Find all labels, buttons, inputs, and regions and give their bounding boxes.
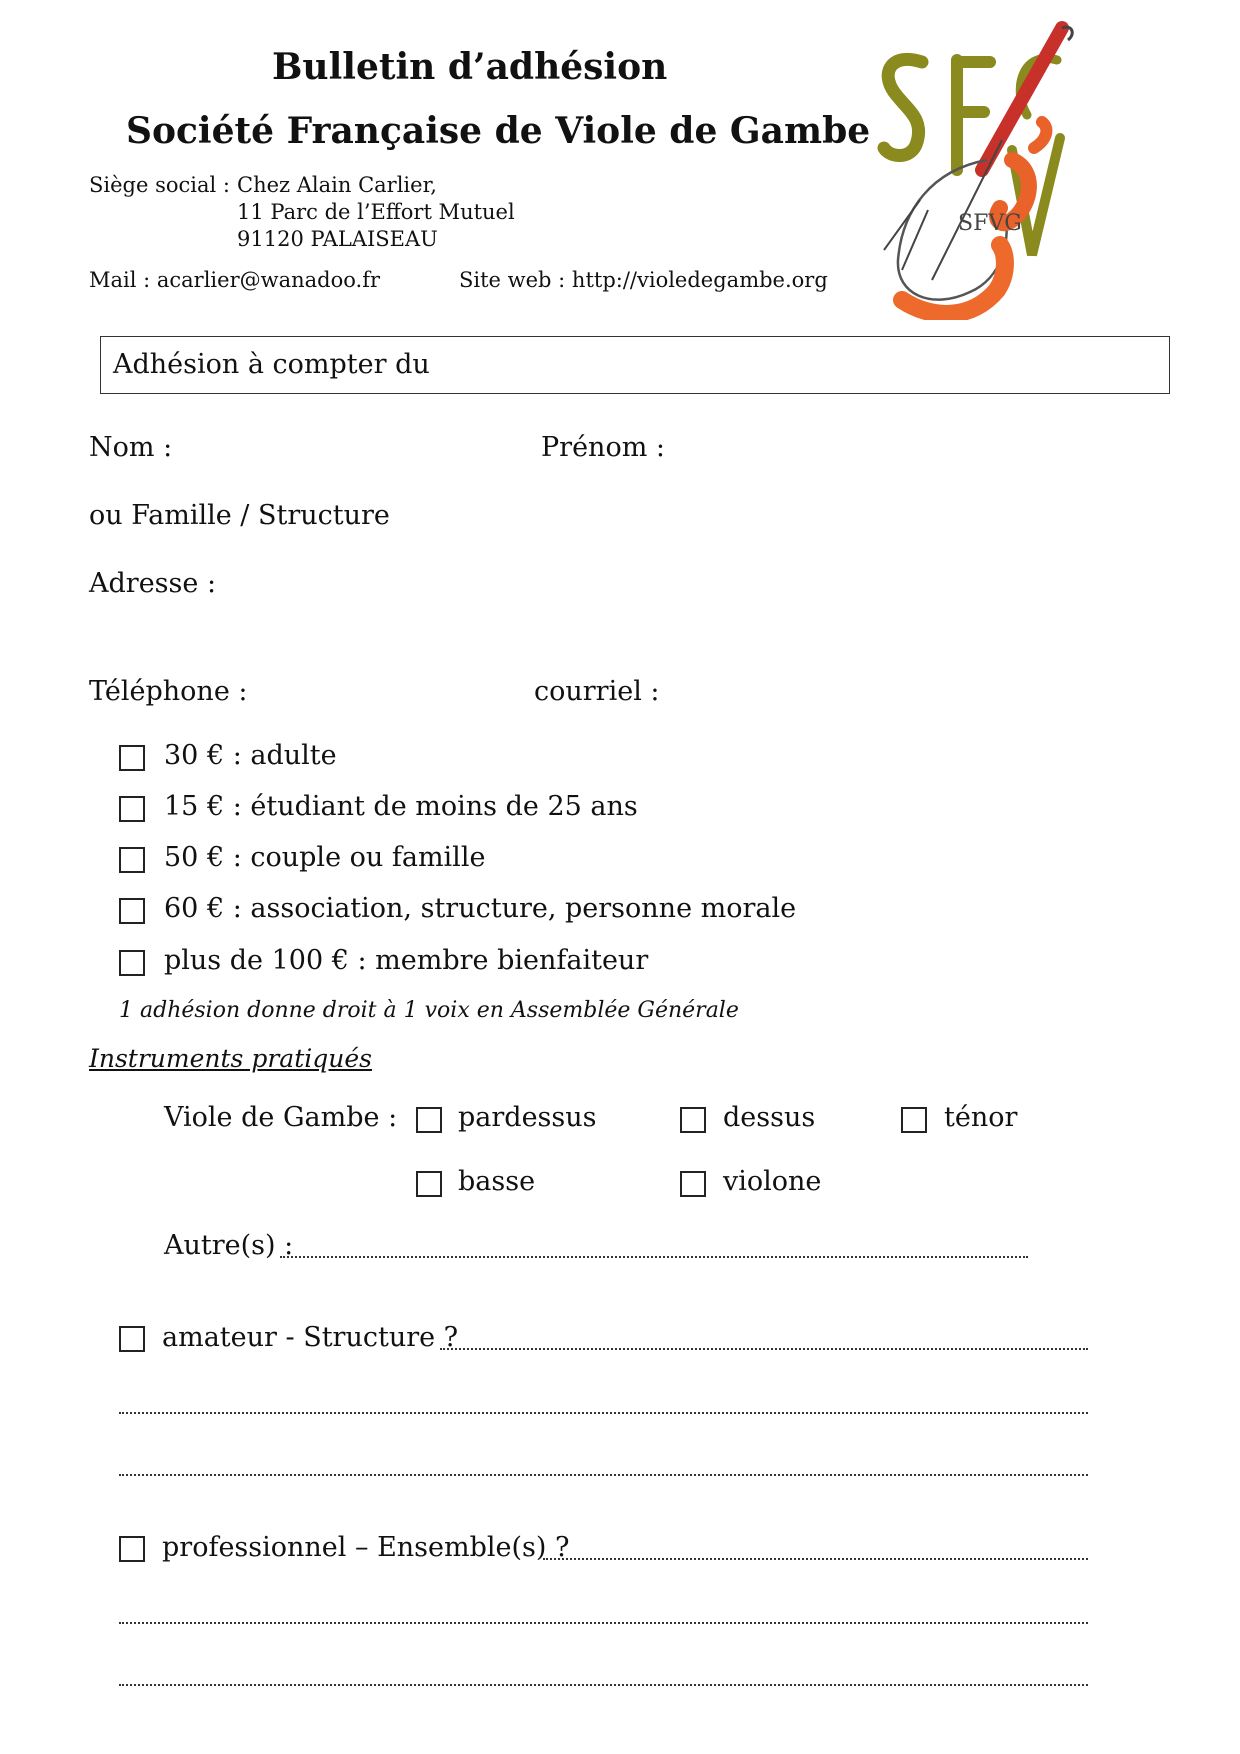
fee-option-couple: 50 € : couple ou famille (164, 842, 486, 873)
option-violone: violone (723, 1166, 822, 1197)
instruments-heading: Instruments pratiqués (89, 1044, 372, 1073)
option-tenor: ténor (944, 1102, 1018, 1133)
checkbox-dessus[interactable] (680, 1107, 706, 1133)
fee-note: 1 adhésion donne droit à 1 voix en Assemblée Générale (119, 998, 739, 1023)
prenom-label: Prénom : (541, 432, 665, 463)
option-basse: basse (458, 1166, 536, 1197)
form-title: Bulletin d’adhésion (272, 46, 668, 88)
society-name: Société Française de Viole de Gambe (126, 110, 871, 152)
professionnel-line-1[interactable] (543, 1558, 1088, 1560)
address-line-1: Chez Alain Carlier, (237, 173, 437, 197)
checkbox-amateur[interactable] (119, 1326, 145, 1352)
checkbox-basse[interactable] (416, 1171, 442, 1197)
fee-checkbox-bienfaiteur[interactable] (119, 950, 145, 976)
fee-option-association: 60 € : association, structure, personne morale (164, 893, 797, 924)
logo-text: SFVG (958, 211, 1022, 236)
professionnel-line-3[interactable] (119, 1684, 1088, 1686)
checkbox-tenor[interactable] (901, 1107, 927, 1133)
courriel-label: courriel : (534, 676, 660, 707)
membership-start-box[interactable] (100, 336, 1170, 394)
fee-option-adulte: 30 € : adulte (164, 740, 337, 771)
checkbox-violone[interactable] (680, 1171, 706, 1197)
amateur-line-3[interactable] (119, 1474, 1088, 1476)
siege-label: Siège social : (89, 173, 230, 197)
amateur-line-2[interactable] (119, 1412, 1088, 1414)
fee-option-bienfaiteur: plus de 100 € : membre bienfaiteur (164, 945, 649, 976)
amateur-structure-label: amateur - Structure ? (162, 1322, 459, 1353)
membership-start-label: Adhésion à compter du (113, 349, 430, 380)
checkbox-professionnel[interactable] (119, 1536, 145, 1562)
contact-website: Site web : http://violedegambe.org (459, 268, 828, 292)
nom-label: Nom : (89, 432, 173, 463)
fee-checkbox-etudiant[interactable] (119, 796, 145, 822)
professionnel-ensemble-label: professionnel – Ensemble(s) ? (162, 1532, 570, 1563)
viole-de-gambe-label: Viole de Gambe : (164, 1102, 398, 1133)
fee-checkbox-adulte[interactable] (119, 745, 145, 771)
fee-option-etudiant: 15 € : étudiant de moins de 25 ans (164, 791, 638, 822)
fee-checkbox-association[interactable] (119, 898, 145, 924)
address-line-2: 11 Parc de l’Effort Mutuel (237, 200, 515, 224)
fee-checkbox-couple[interactable] (119, 847, 145, 873)
professionnel-line-2[interactable] (119, 1622, 1088, 1624)
address-line-3: 91120 PALAISEAU (237, 227, 438, 251)
famille-structure-label: ou Famille / Structure (89, 500, 390, 531)
contact-mail: Mail : acarlier@wanadoo.fr (89, 268, 381, 292)
checkbox-pardessus[interactable] (416, 1107, 442, 1133)
option-pardessus: pardessus (458, 1102, 597, 1133)
telephone-label: Téléphone : (89, 676, 248, 707)
amateur-line-1[interactable] (440, 1348, 1088, 1350)
option-dessus: dessus (723, 1102, 816, 1133)
adresse-label: Adresse : (89, 568, 217, 599)
autres-label: Autre(s) : (164, 1230, 294, 1261)
autres-line[interactable] (280, 1256, 1028, 1258)
sfvg-logo (862, 20, 1082, 320)
